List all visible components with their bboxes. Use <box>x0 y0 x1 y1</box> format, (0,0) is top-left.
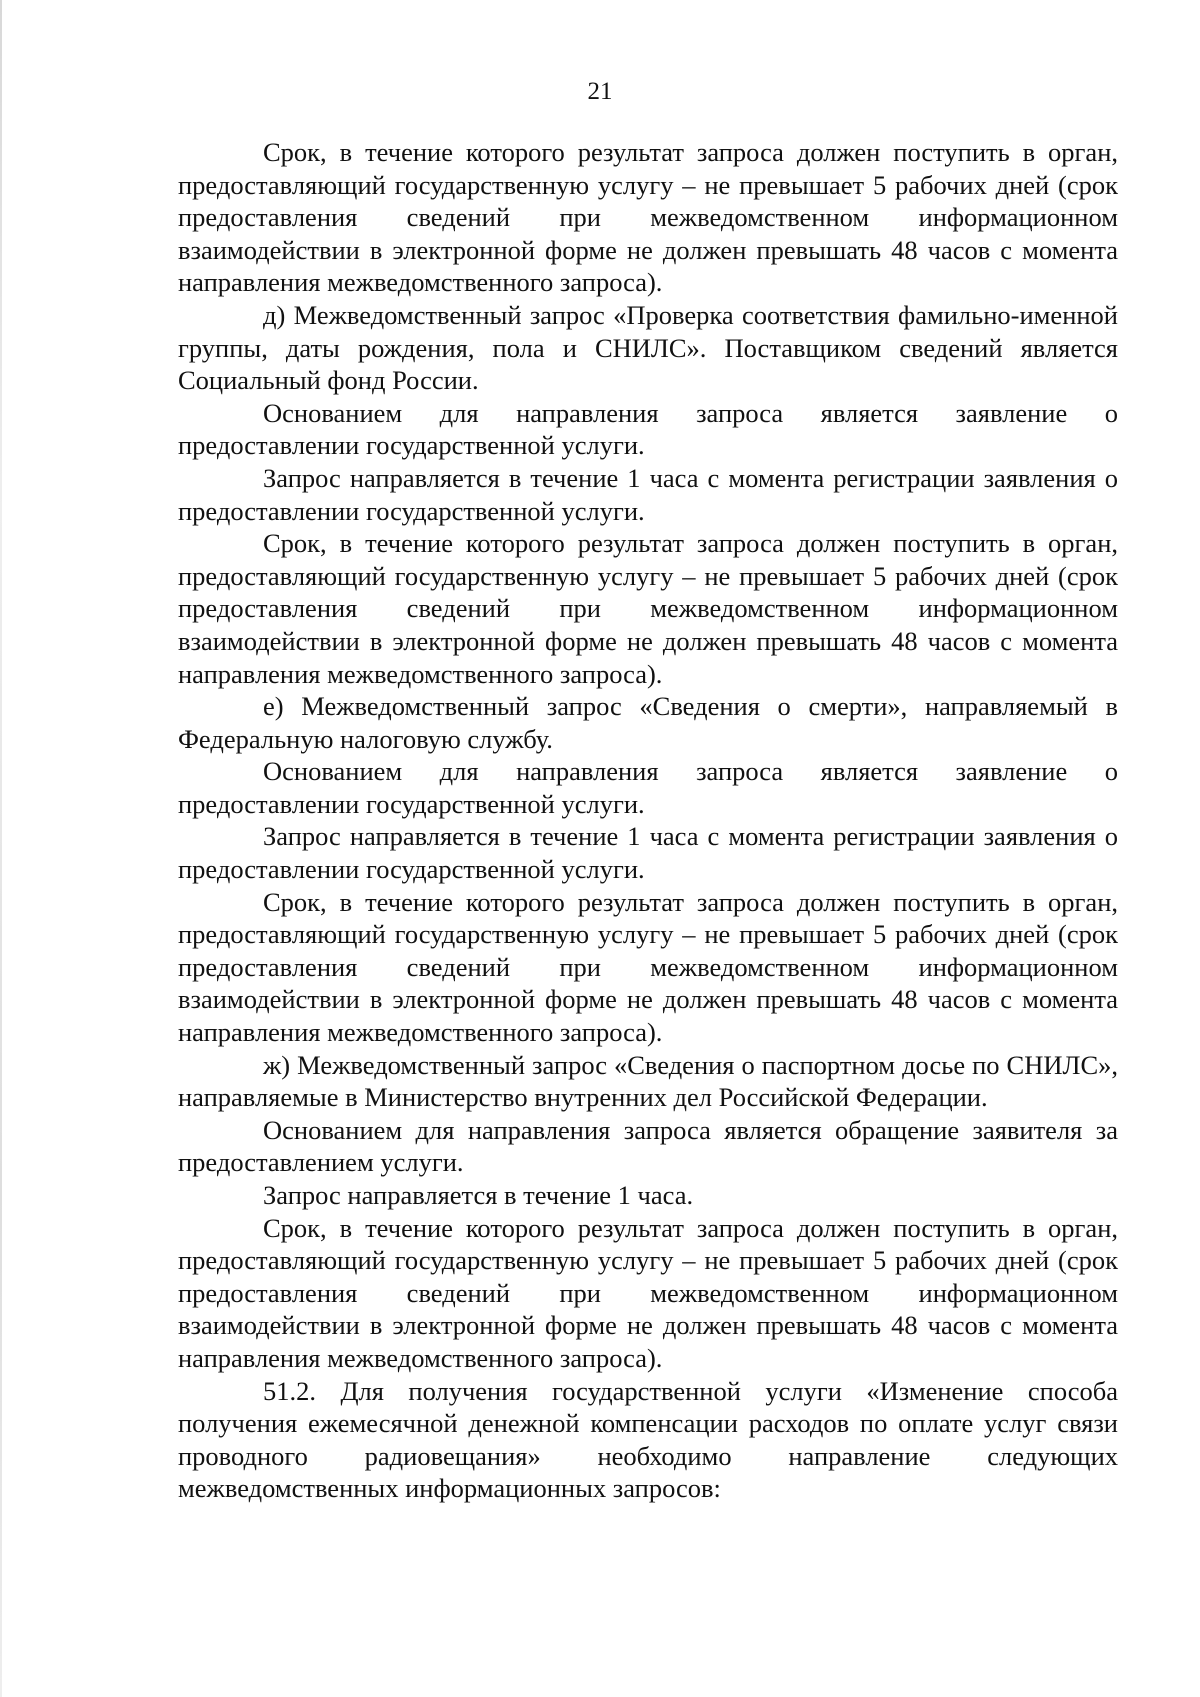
page-number: 21 <box>587 78 613 105</box>
paragraph-basis: Основанием для направления запроса является заявление о предоставлении государственной услуги. <box>178 397 1118 461</box>
scan-edge-shadow <box>0 0 2 1697</box>
paragraph-request-deadline: Срок, в течение которого результат запроса должен поступить в орган, предоставляющий государственную услугу – не превышает 5 рабочих дней (срок предоставления сведений при межведомственном информационном взаимодействии в электронной форме не должен превышать 48 часов с момента направления межведомственного запроса). <box>178 137 1118 298</box>
document-body <box>178 136 1118 1505</box>
paragraph-request-timing: Запрос направляется в течение 1 часа с момента регистрации заявления о предоставлении государственной услуги. <box>178 462 1118 526</box>
paragraph-request-deadline: Срок, в течение которого результат запроса должен поступить в орган, предоставляющий государственную услугу – не превышает 5 рабочих дней (срок предоставления сведений при межведомственном информационном взаимодействии в электронной форме не должен превышать 48 часов с момента направления межведомственного запроса). <box>178 528 1118 689</box>
paragraph-request-timing: Запрос направляется в течение 1 часа с момента регистрации заявления о предоставлении государственной услуги. <box>178 821 1118 885</box>
paragraph-request-deadline: Срок, в течение которого результат запроса должен поступить в орган, предоставляющий государственную услугу – не превышает 5 рабочих дней (срок предоставления сведений при межведомственном информационном взаимодействии в электронной форме не должен превышать 48 часов с момента направления межведомственного запроса). <box>178 886 1118 1048</box>
paragraph-section-51-2: 51.2. Для получения государственной услуги «Изменение способа получения ежемесячной денежной компенсации расходов по оплате услуг связи проводного радиовещания» необходимо направление следующих межведомственных информационных запросов: <box>178 1375 1118 1504</box>
paragraph-request-timing: Запрос направляется в течение 1 часа. <box>263 1180 694 1210</box>
paragraph-basis: Основанием для направления запроса является обращение заявителя за предоставлением услуги. <box>178 1114 1118 1178</box>
paragraph-request-deadline: Срок, в течение которого результат запроса должен поступить в орган, предоставляющий государственную услугу – не превышает 5 рабочих дней (срок предоставления сведений при межведомственном информационном взаимодействии в электронной форме не должен превышать 48 часов с момента направления межведомственного запроса). <box>178 1212 1118 1373</box>
paragraph-item-d-snils-check: д) Межведомственный запрос «Проверка соответствия фамильно-именной группы, даты рождения, пола и СНИЛС». Поставщиком сведений является Социальный фонд России. <box>178 299 1118 396</box>
paragraph-item-e-death-info: е) Межведомственный запрос «Сведения о смерти», направляемый в Федеральную налоговую службу. <box>178 691 1118 754</box>
paragraph-basis: Основанием для направления запроса является заявление о предоставлении государственной услуги. <box>178 756 1118 819</box>
paragraph-item-zh-passport-dossier: ж) Межведомственный запрос «Сведения о паспортном досье по СНИЛС», направляемые в Министерство внутренних дел Российской Федерации. <box>178 1049 1118 1113</box>
